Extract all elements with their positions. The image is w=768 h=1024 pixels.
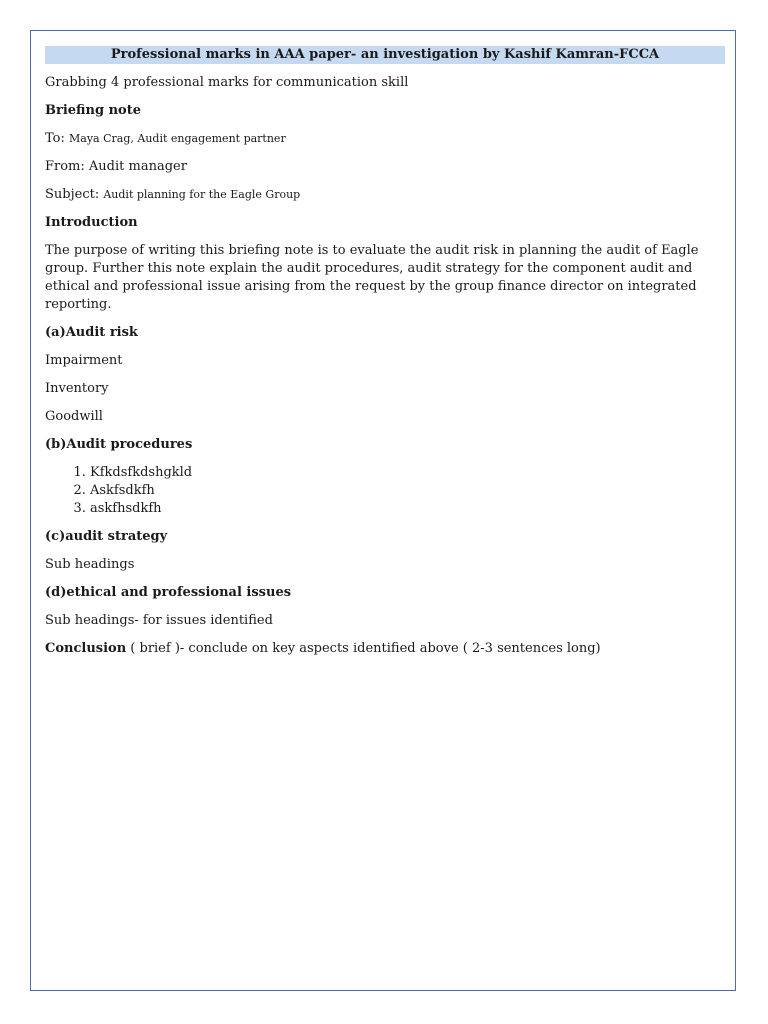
audit-strategy-heading: (c)audit strategy (45, 529, 168, 544)
list-item: 2. Askfsdkfh (90, 482, 725, 500)
audit-risk-item: Impairment (45, 353, 123, 368)
audit-strategy-text: Sub headings (45, 557, 135, 572)
briefing-note-heading: Briefing note (45, 103, 141, 118)
subtitle: Grabbing 4 professional marks for communication skill (45, 75, 409, 90)
ethical-issues-text: Sub headings- for issues identified (45, 613, 273, 628)
introduction-heading: Introduction (45, 215, 138, 230)
subject-label: Subject: (45, 187, 100, 202)
conclusion-text: ( brief )- conclude on key aspects identified above ( 2-3 sentences long) (126, 641, 601, 656)
to-label: To: (45, 131, 65, 146)
audit-risk-item: Goodwill (45, 409, 103, 424)
to-line (45, 130, 725, 148)
document-content (45, 46, 725, 668)
subject-line (45, 186, 725, 204)
conclusion-line (45, 640, 725, 658)
subject-value: Audit planning for the Eagle Group (103, 188, 301, 201)
list-item: 1. Kfkdsfkdshgkld (90, 464, 725, 482)
from-value: Audit manager (88, 159, 187, 174)
conclusion-label: Conclusion (45, 641, 127, 656)
audit-procedures-list (45, 464, 725, 518)
from-line (45, 158, 725, 176)
list-item: 3. askfhsdkfh (90, 500, 725, 518)
to-value: Maya Crag, Audit engagement partner (69, 132, 286, 145)
audit-risk-item: Inventory (45, 381, 109, 396)
ethical-issues-heading: (d)ethical and professional issues (45, 585, 292, 600)
audit-procedures-heading: (b)Audit procedures (45, 437, 193, 452)
introduction-text: The purpose of writing this briefing note is to evaluate the audit risk in planning the audit of Eagle group. Further this note explain the audit procedures, audit strategy for the component audit and ethical and professional issue arising from the request by the group finance director on integrated reporting. (45, 243, 699, 312)
audit-risk-heading: (a)Audit risk (45, 325, 138, 340)
from-label: From: (45, 159, 85, 174)
document-title: Professional marks in AAA paper- an investigation by Kashif Kamran-FCCA (45, 46, 725, 64)
